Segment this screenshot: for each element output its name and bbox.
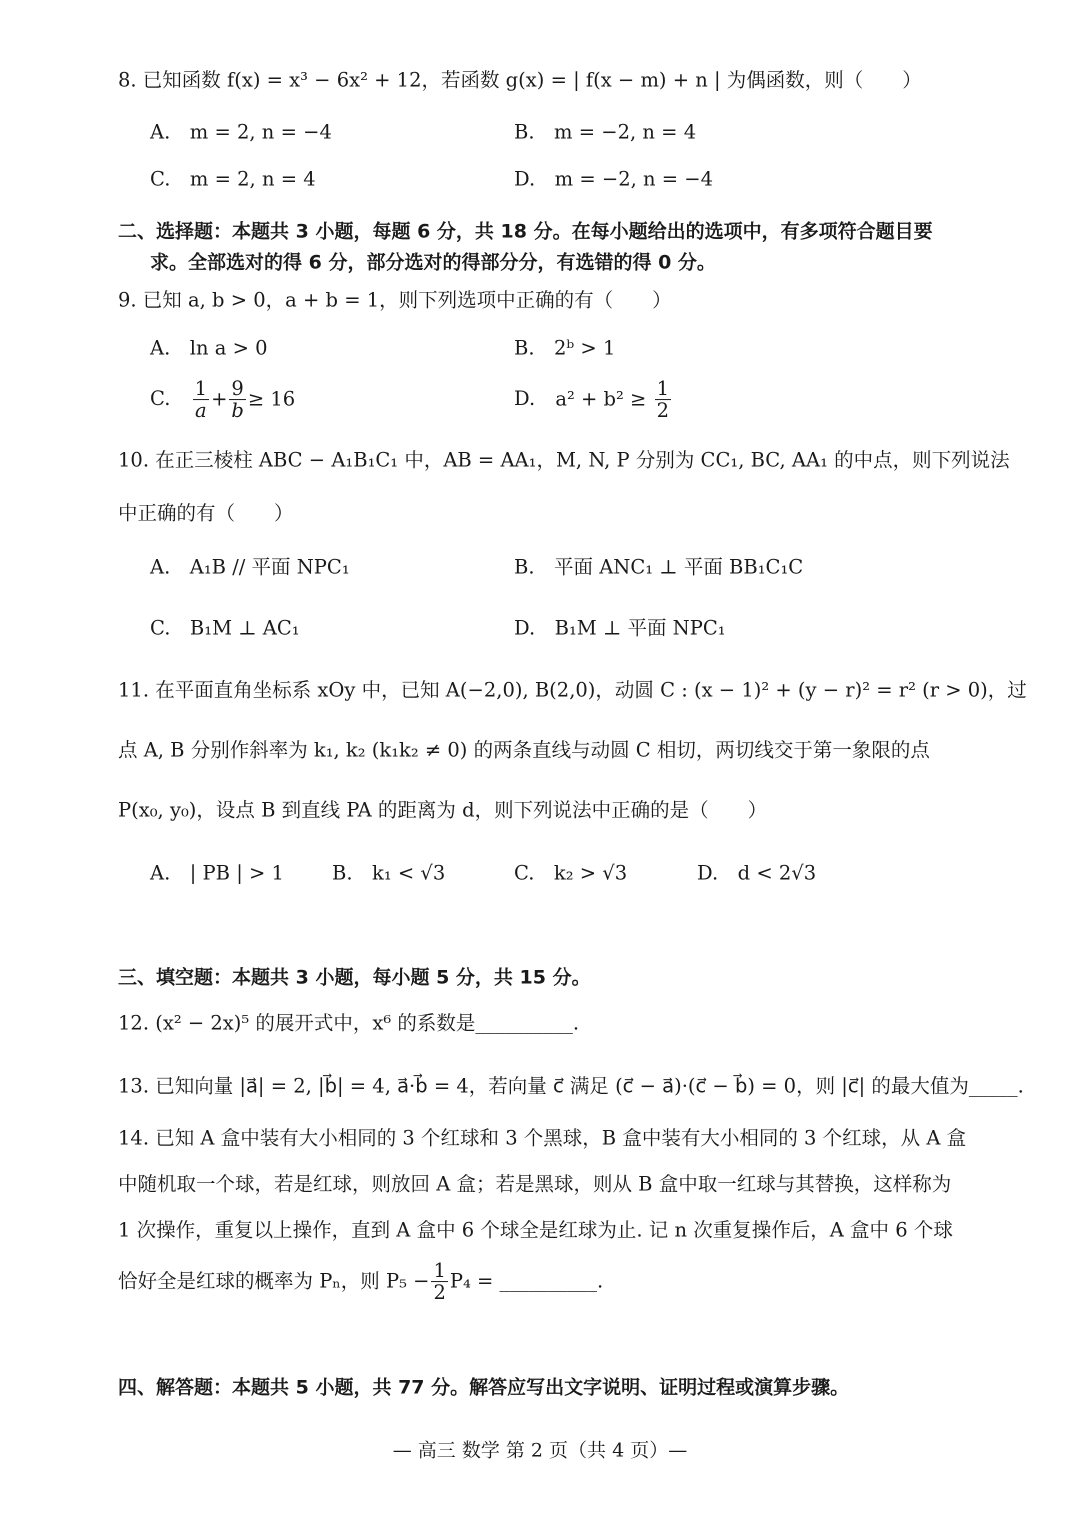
numerator: 1 xyxy=(433,1259,446,1283)
section-2-heading: 二、选择题：本题共 3 小题，每题 6 分，共 18 分。在每小题给出的选项中，有多项符合题目要 xyxy=(118,220,933,243)
section-2-heading-cont: 求。全部选对的得 6 分，部分选对的得部分分，有选错的得 0 分。 xyxy=(150,251,716,274)
denominator: a xyxy=(195,399,207,423)
page-footer: — 高三 数学 第 2 页（共 4 页）— xyxy=(392,1439,688,1462)
section-4-heading: 四、解答题：本题共 5 小题，共 77 分。解答应写出文字说明、证明过程或演算步骤。 xyxy=(118,1376,850,1399)
q10-option-d: D. B₁M ⊥ 平面 NPC₁ xyxy=(514,616,726,640)
section-3-heading: 三、填空题：本题共 3 小题，每小题 5 分，共 15 分。 xyxy=(118,966,591,989)
q10-stem: 10. 在正三棱柱 ABC − A₁B₁C₁ 中，AB = AA₁，M, N, P 分别为 CC₁, BC, AA₁ 的中点，则下列说法 xyxy=(118,448,1010,472)
inequality-tail: ≥ 16 xyxy=(247,387,296,411)
q9-option-b: B. 2ᵇ > 1 xyxy=(514,336,616,360)
q11-option-a: A. | PB | > 1 xyxy=(150,861,284,885)
expression: a² + b² ≥ xyxy=(555,387,647,411)
plus: + xyxy=(211,387,228,411)
numerator: 1 xyxy=(656,377,669,401)
denominator: 2 xyxy=(433,1281,446,1305)
q10-option-a: A. A₁B // 平面 NPC₁ xyxy=(150,555,350,579)
q14-stem-cont2: 1 次操作，重复以上操作，直到 A 盒中 6 个球全是红球为止. 记 n 次重复操作后，A 盒中 6 个球 xyxy=(118,1218,953,1242)
question-13: 13. 已知向量 |a⃗| = 2, |b⃗| = 4, a⃗·b⃗ = 4，若向量 c⃗ 满足 (c⃗ − a⃗)·(c⃗ − b⃗) = 0，则 |c⃗| 的最大值为_____. xyxy=(118,1074,1024,1098)
q10-option-c: C. B₁M ⊥ AC₁ xyxy=(150,616,300,640)
q11-option-c: C. k₂ > √3 xyxy=(514,861,628,885)
q11-option-b: B. k₁ < √3 xyxy=(332,861,446,885)
q9-stem: 9. 已知 a, b > 0，a + b = 1，则下列选项中正确的有（ ） xyxy=(118,288,672,312)
denominator: b xyxy=(231,399,244,423)
option-label: D. xyxy=(514,387,536,411)
q8-option-d: D. m = −2, n = −4 xyxy=(514,167,714,191)
q9-option-d xyxy=(514,378,673,422)
denominator: 2 xyxy=(656,399,669,423)
q14-stem: 14. 已知 A 盒中装有大小相同的 3 个红球和 3 个黑球，B 盒中装有大小相同的 3 个红球，从 A 盒 xyxy=(118,1126,967,1150)
q8-option-b: B. m = −2, n = 4 xyxy=(514,120,697,144)
q11-stem: 11. 在平面直角坐标系 xOy 中，已知 A(−2,0), B(2,0)，动圆 C : (x − 1)² + (y − r)² = r² (r > 0)，过 xyxy=(118,678,1027,702)
question-12: 12. (x² − 2x)⁵ 的展开式中，x⁶ 的系数是__________. xyxy=(118,1011,580,1035)
numerator: 1 xyxy=(194,377,208,401)
q8-stem: 8. 已知函数 f(x) = x³ − 6x² + 12，若函数 g(x) = | f(x − m) + n | 为偶函数，则（ ） xyxy=(118,68,922,92)
q14-text: 恰好全是红球的概率为 Pₙ，则 P₅ − xyxy=(118,1269,430,1293)
q9-option-c xyxy=(150,378,295,422)
q10-option-b: B. 平面 ANC₁ ⊥ 平面 BB₁C₁C xyxy=(514,555,804,579)
fraction xyxy=(193,378,209,422)
q11-stem-cont2: P(x₀, y₀)，设点 B 到直线 PA 的距离为 d，则下列说法中正确的是（ ） xyxy=(118,798,768,822)
q8-option-c: C. m = 2, n = 4 xyxy=(150,167,316,191)
fraction xyxy=(229,378,245,422)
q11-option-d: D. d < 2√3 xyxy=(697,861,817,885)
q14-stem-cont: 中随机取一个球，若是红球，则放回 A 盒；若是黑球，则从 B 盒中取一红球与其替换，这样称为 xyxy=(118,1172,952,1196)
q11-stem-cont: 点 A, B 分别作斜率为 k₁, k₂ (k₁k₂ ≠ 0) 的两条直线与动圆 C 相切，两切线交于第一象限的点 xyxy=(118,738,930,762)
q8-option-a: A. m = 2, n = −4 xyxy=(150,120,332,144)
numerator: 9 xyxy=(231,377,244,401)
fraction xyxy=(655,378,671,422)
q10-stem-cont: 中正确的有（ ） xyxy=(118,501,294,525)
option-label: C. xyxy=(150,387,171,411)
q14-stem-cont3 xyxy=(118,1260,603,1304)
q14-answer-blank: P₄ = __________. xyxy=(449,1269,604,1293)
q9-option-a: A. ln a > 0 xyxy=(150,336,268,360)
fraction xyxy=(431,1260,447,1304)
